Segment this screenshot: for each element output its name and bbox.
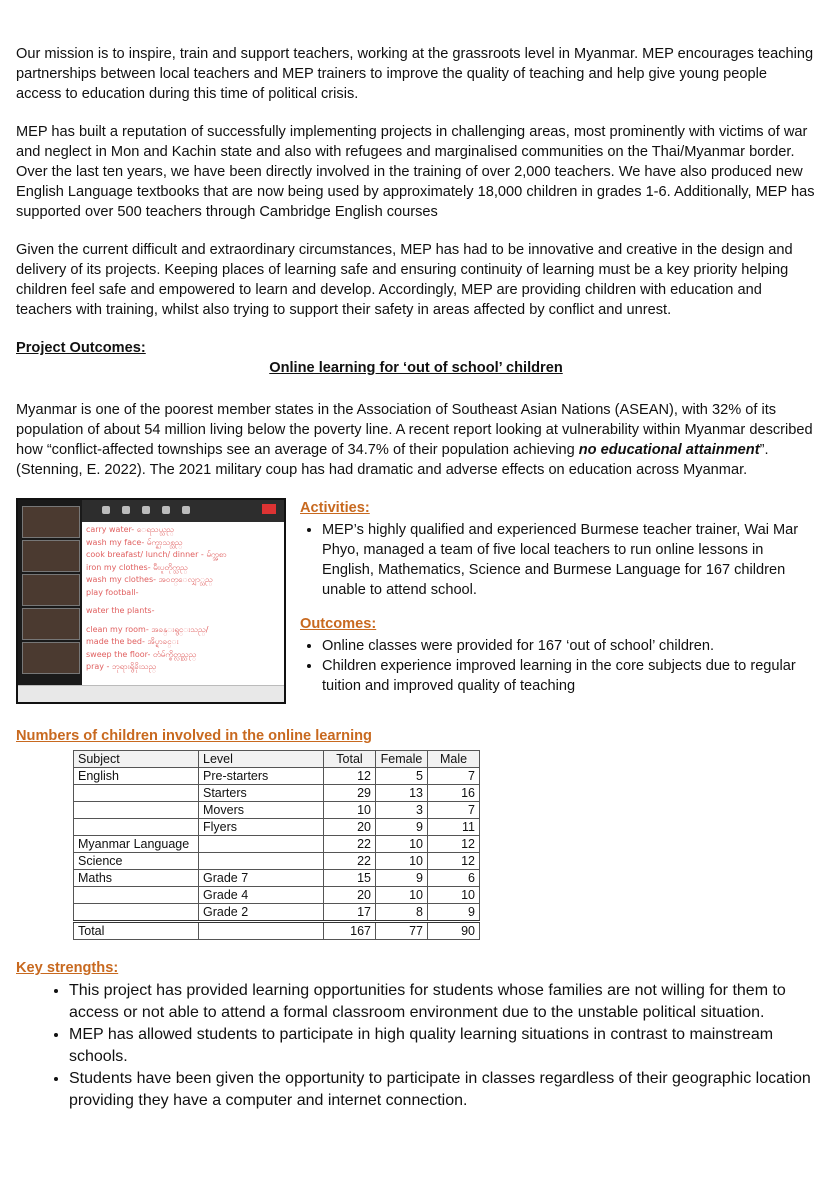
- intro-paragraph-2: MEP has built a reputation of successfully implementing projects in challenging areas, most prominently with victims of war and neglect in Mon and Kachin state and also with refugees and marginalised communities on the Thai/Myanmar border. Over the last ten years, we have been directly involved in the training of over 2,000 teachers. We have also produced new English Language textbooks that are now being used by approximately 18,000 children in grades 1-6. Additionally, MEP has supported over 500 teachers through Cambridge English courses: [16, 124, 815, 220]
- whiteboard-line: carry water- ေရသယ္သည္: [86, 525, 175, 534]
- stop-share-icon: [262, 504, 276, 514]
- table-row: [74, 904, 480, 922]
- table-row: [74, 887, 480, 904]
- outcome-item: • Online classes were provided for 167 ‘out of school’ children.: [322, 636, 816, 656]
- table-cell: 10: [376, 836, 428, 853]
- activity-item: • MEP’s highly qualified and experienced Burmese teacher trainer, Wai Mar Phyo, managed a team of five local teachers to run online lessons in English, Mathematics, Science and Burmese Language for 167 children unable to attend school.: [322, 520, 816, 600]
- table-cell: 15: [324, 870, 376, 887]
- table-cell: Grade 4: [199, 887, 324, 904]
- table-row: [74, 819, 480, 836]
- online-lesson-screenshot: [16, 498, 286, 704]
- table-cell: [199, 836, 324, 853]
- table-cell: 12: [428, 836, 480, 853]
- table-cell: 8: [376, 904, 428, 922]
- table-total-row: [74, 922, 480, 940]
- table-cell: 11: [428, 819, 480, 836]
- table-row: [74, 802, 480, 819]
- table-row: [74, 785, 480, 802]
- table-body: [74, 768, 480, 922]
- participant-video: [22, 540, 80, 572]
- table-header-row: [74, 751, 480, 768]
- whiteboard-line: cook breafast/ lunch/ dinner - မ်က္အစာ: [86, 550, 227, 559]
- table-row: [74, 768, 480, 785]
- table-cell: [74, 785, 199, 802]
- table-cell: Flyers: [199, 819, 324, 836]
- table-cell: 22: [324, 836, 376, 853]
- key-strengths-list: [16, 980, 816, 1112]
- table-cell: Total: [74, 922, 199, 940]
- table-cell: 16: [428, 785, 480, 802]
- table-cell: English: [74, 768, 199, 785]
- outcomes-heading: Outcomes:: [300, 616, 377, 632]
- table-cell: 9: [376, 870, 428, 887]
- table-cell: Science: [74, 853, 199, 870]
- table-cell: 77: [376, 922, 428, 940]
- table-cell: 17: [324, 904, 376, 922]
- table-cell: Pre-starters: [199, 768, 324, 785]
- activities-list: [300, 520, 816, 600]
- table-header: Female: [376, 751, 428, 768]
- myanmar-text-1: Myanmar is one of the poorest member states in the Association of Southeast Asian Nations (ASEAN), with 32% of its population of about 54 million living below the poverty line. A recent report looking at vulnerability within Myanmar described how “conflict-affected townships see an average of 34.7% of their population achieving: [16, 402, 813, 458]
- table-cell: Starters: [199, 785, 324, 802]
- table-cell: 22: [324, 853, 376, 870]
- whiteboard-line: pray - ဘုရားရွိခိုးသည္: [86, 662, 157, 671]
- table-row: [74, 870, 480, 887]
- table-cell: 12: [428, 853, 480, 870]
- outcome-item: • Children experience improved learning in the core subjects due to regular tuition and improved quality of teaching: [322, 656, 816, 696]
- taskbar: [18, 685, 284, 702]
- table-cell: Grade 7: [199, 870, 324, 887]
- whiteboard-text: [86, 524, 282, 684]
- table-cell: [199, 922, 324, 940]
- table-cell: 90: [428, 922, 480, 940]
- whiteboard-line: wash my clothes- အဝတ္ေလျှာ္သည္: [86, 575, 213, 584]
- table-cell: 10: [376, 887, 428, 904]
- table-cell: 13: [376, 785, 428, 802]
- table-cell: [74, 802, 199, 819]
- intro-paragraph-3: Given the current difficult and extraordinary circumstances, MEP has had to be innovative and creative in the design and delivery of its projects. Keeping places of learning safe and ensuring continuity of learning must be a key priority helping children feel safe and empowered to learn and develop. Accordingly, MEP are providing children with education and teachers with training, whilst also trying to support their safety in areas affected by conflict and unrest.: [16, 242, 793, 318]
- myanmar-emphasis: no educational attainment: [578, 442, 760, 458]
- key-strengths-heading: Key strengths:: [16, 960, 119, 976]
- children-numbers-table: [73, 750, 480, 940]
- table-header: Subject: [74, 751, 199, 768]
- whiteboard-line: sweep the floor- တံမ်က္စိတ္လှည္သည္: [86, 649, 197, 659]
- toolbar-icon: [122, 506, 130, 514]
- table-cell: 12: [324, 768, 376, 785]
- table-cell: [74, 887, 199, 904]
- strength-item: • This project has provided learning opportunities for students whose families are not willing for them to access or not able to attend a formal classroom environment due to the unstable political situation.: [69, 980, 816, 1024]
- participant-video: [22, 506, 80, 538]
- table-cell: Movers: [199, 802, 324, 819]
- project-outcomes-title: Project Outcomes:: [16, 340, 146, 356]
- table-cell: [74, 904, 199, 922]
- intro-paragraph-1: Our mission is to inspire, train and support teachers, working at the grassroots level in Myanmar. MEP encourages teaching partnerships between local teachers and MEP trainers to improve the quality of teaching and help give young people access to education during this time of political crisis.: [16, 46, 814, 102]
- whiteboard-line: made the bed- အိပ္ရာခင္း: [86, 637, 179, 646]
- whiteboard-line: play football-: [86, 587, 139, 597]
- table-header: Level: [199, 751, 324, 768]
- table-cell: Myanmar Language: [74, 836, 199, 853]
- table-cell: 6: [428, 870, 480, 887]
- table-cell: 10: [428, 887, 480, 904]
- outcomes-list: [300, 636, 816, 696]
- table-cell: 5: [376, 768, 428, 785]
- toolbar-icon: [162, 506, 170, 514]
- activities-row: [16, 498, 816, 704]
- whiteboard-line: clean my room- အခန္းရွင္းသည္/: [86, 624, 209, 634]
- table-cell: Maths: [74, 870, 199, 887]
- table-row: [74, 836, 480, 853]
- whiteboard-line: wash my face- မ်က္နှာသစ္သည္: [86, 537, 183, 547]
- table-cell: 20: [324, 887, 376, 904]
- table-header: Male: [428, 751, 480, 768]
- table-cell: 10: [324, 802, 376, 819]
- toolbar-icon: [142, 506, 150, 514]
- meeting-toolbar: [82, 500, 284, 522]
- activities-heading: Activities:: [300, 500, 370, 516]
- participant-video: [22, 574, 80, 606]
- table-cell: [74, 819, 199, 836]
- participant-strip: [18, 500, 82, 702]
- participant-video: [22, 642, 80, 674]
- table-cell: 29: [324, 785, 376, 802]
- toolbar-icon: [102, 506, 110, 514]
- strength-item: • Students have been given the opportunity to participate in classes regardless of their geographic location providing they have a computer and internet connection.: [69, 1068, 816, 1112]
- table-cell: 7: [428, 802, 480, 819]
- table-cell: 9: [428, 904, 480, 922]
- table-cell: 3: [376, 802, 428, 819]
- table-cell: [199, 853, 324, 870]
- activities-column: [300, 498, 816, 704]
- strength-item: • MEP has allowed students to participate in high quality learning situations in contrast to mainstream schools.: [69, 1024, 816, 1068]
- table-cell: 7: [428, 768, 480, 785]
- table-cell: 10: [376, 853, 428, 870]
- document-page: [16, 44, 816, 1112]
- table-header: Total: [324, 751, 376, 768]
- table-cell: 20: [324, 819, 376, 836]
- myanmar-paragraph: [16, 400, 816, 480]
- participant-video: [22, 608, 80, 640]
- table-cell: 9: [376, 819, 428, 836]
- whiteboard-line: water the plants-: [86, 606, 155, 615]
- online-learning-title: Online learning for ‘out of school’ children: [269, 360, 563, 376]
- myanmar-text-2: ”. (Stenning, E. 2022). The 2021 military coup has had dramatic and adverse effects on education across Myanmar.: [16, 442, 769, 478]
- table-cell: 167: [324, 922, 376, 940]
- toolbar-icon: [182, 506, 190, 514]
- whiteboard-line: iron my clothes- မီးပူတိုက္သည္: [86, 562, 188, 572]
- numbers-heading: Numbers of children involved in the online learning: [16, 728, 372, 744]
- table-cell: Grade 2: [199, 904, 324, 922]
- table-row: [74, 853, 480, 870]
